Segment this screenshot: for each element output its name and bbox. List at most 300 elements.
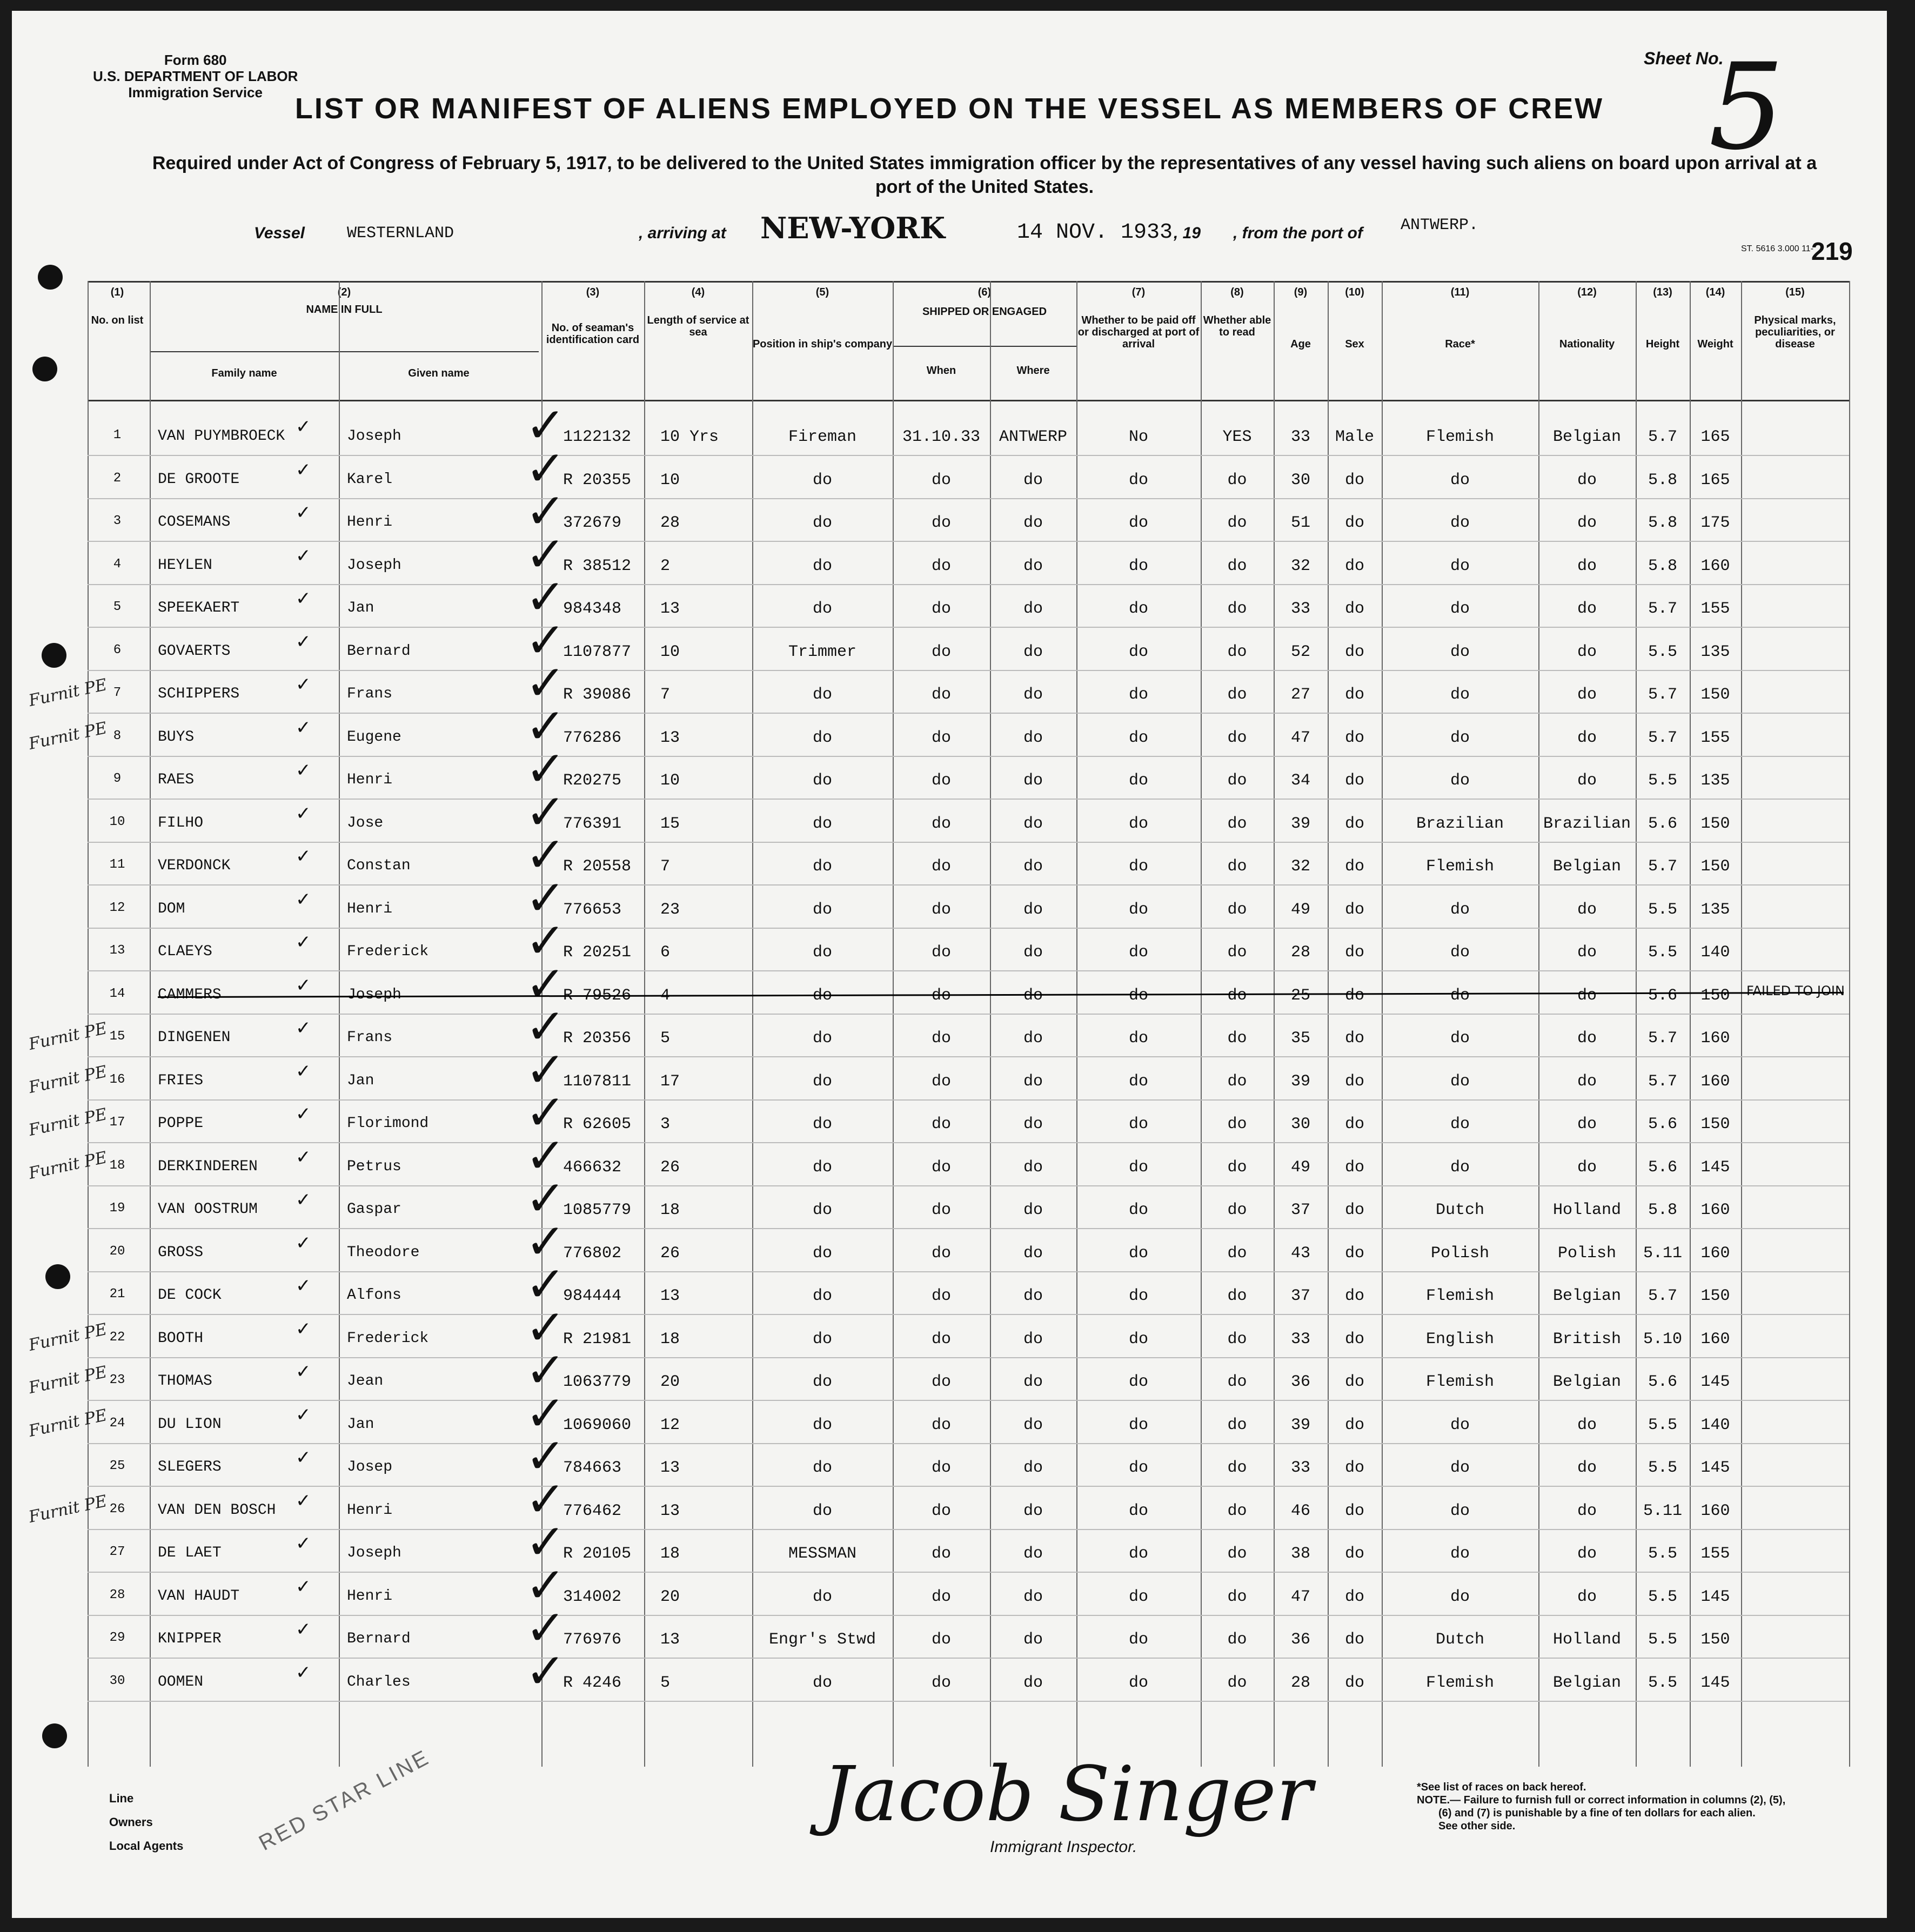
crew-table — [88, 281, 1849, 1767]
cell-family: DE LAET — [158, 1545, 222, 1561]
cell-card: R 4246 — [563, 1673, 622, 1692]
cell-given: Petrus — [347, 1158, 401, 1175]
small-check-mark-icon: ✓ — [296, 502, 311, 524]
cell-no: 6 — [113, 642, 122, 658]
cell-nationality: do — [1577, 1115, 1597, 1133]
cell-family: VERDONCK — [158, 857, 231, 874]
cell-card: 784663 — [563, 1459, 622, 1477]
cell-weight: 145 — [1700, 1673, 1730, 1692]
cell-when: do — [931, 1244, 951, 1263]
cell-service: 17 — [660, 1072, 680, 1091]
cell-paid: do — [1128, 728, 1148, 747]
cell-height: 5.6 — [1648, 1373, 1677, 1391]
cell-when: do — [931, 1631, 951, 1649]
cell-nationality: do — [1577, 1416, 1597, 1434]
cell-position: do — [812, 1287, 832, 1305]
cell-given: Henri — [347, 772, 393, 788]
cell-no: 10 — [109, 814, 125, 829]
cell-card: R 79526 — [563, 986, 632, 1005]
cell-family: BOOTH — [158, 1330, 204, 1347]
cell-height: 5.7 — [1648, 1287, 1677, 1305]
header-family-name: Family name — [211, 367, 277, 379]
cell-card: 776976 — [563, 1631, 622, 1649]
cell-family: CLAEYS — [158, 943, 212, 960]
cell-where: do — [1023, 900, 1043, 919]
cell-read: do — [1227, 857, 1247, 876]
column-divider — [893, 281, 894, 1767]
column-divider — [1538, 281, 1539, 1767]
cell-where: do — [1023, 728, 1043, 747]
cell-position: do — [812, 556, 832, 575]
check-mark-icon: ✓ — [525, 1600, 566, 1656]
cell-nationality: Belgian — [1552, 1373, 1622, 1391]
cell-read: do — [1227, 772, 1247, 790]
cell-service: 20 — [660, 1373, 680, 1391]
cell-card: 1107877 — [563, 642, 632, 661]
small-check-mark-icon: ✓ — [296, 760, 311, 781]
cell-read: do — [1227, 1587, 1247, 1606]
row-rule — [88, 884, 1849, 886]
cell-weight: 150 — [1700, 1287, 1730, 1305]
cell-height: 5.11 — [1643, 1501, 1682, 1520]
cell-service: 18 — [660, 1330, 680, 1349]
cell-nationality: do — [1577, 1029, 1597, 1048]
cell-card: R 20558 — [563, 857, 632, 876]
small-check-mark-icon: ✓ — [296, 1361, 311, 1383]
cell-nationality: do — [1577, 943, 1597, 962]
cell-race: do — [1450, 1416, 1470, 1434]
row-rule — [88, 1615, 1849, 1616]
cell-family: SLEGERS — [158, 1459, 222, 1475]
check-mark-icon: ✓ — [525, 1213, 566, 1270]
row-rule — [88, 713, 1849, 714]
cell-given: Florimond — [347, 1115, 429, 1132]
cell-where: do — [1023, 1287, 1043, 1305]
cell-where: do — [1023, 642, 1043, 661]
cell-position: do — [812, 514, 832, 532]
row-rule — [88, 970, 1849, 971]
margin-annotation: Furnit PE — [26, 675, 109, 710]
cell-service: 13 — [660, 1287, 680, 1305]
margin-annotation: Furnit PE — [26, 1405, 109, 1441]
cell-weight: 155 — [1700, 728, 1730, 747]
cell-weight: 165 — [1700, 428, 1730, 446]
print-code: ST. 5616 3.000 11- — [1741, 244, 1814, 253]
cell-age: 47 — [1290, 728, 1310, 747]
cell-service: 10 — [660, 642, 680, 661]
cell-age: 39 — [1290, 814, 1310, 833]
cell-position: do — [812, 1115, 832, 1133]
cell-given: Joseph — [347, 556, 401, 574]
cell-height: 5.7 — [1648, 857, 1677, 876]
cell-when: do — [931, 514, 951, 532]
cell-no: 25 — [109, 1459, 125, 1473]
cell-where: do — [1023, 986, 1043, 1005]
cell-race: do — [1450, 986, 1470, 1005]
cell-when: do — [931, 1158, 951, 1177]
cell-card: R 38512 — [563, 556, 632, 575]
cell-age: 32 — [1290, 857, 1310, 876]
cell-when: do — [931, 986, 951, 1005]
cell-no: 26 — [109, 1501, 125, 1517]
cell-nationality: do — [1577, 471, 1597, 489]
cell-age: 30 — [1290, 471, 1310, 489]
cell-position: do — [812, 600, 832, 618]
vessel-label: Vessel — [254, 224, 305, 242]
cell-sex: do — [1344, 728, 1364, 747]
cell-height: 5.5 — [1648, 1545, 1677, 1563]
cell-sex: do — [1344, 642, 1364, 661]
cell-age: 33 — [1290, 428, 1310, 446]
cell-family: GROSS — [158, 1244, 204, 1261]
cell-race: do — [1450, 1072, 1470, 1091]
sheet-label: Sheet No. — [1644, 49, 1724, 68]
header-given-name: Given name — [408, 367, 470, 379]
cell-age: 27 — [1290, 686, 1310, 704]
cell-where: do — [1023, 943, 1043, 962]
cell-where: do — [1023, 1459, 1043, 1477]
cell-where: do — [1023, 686, 1043, 704]
cell-card: R 20251 — [563, 943, 632, 962]
cell-where: do — [1023, 1501, 1043, 1520]
cell-family: DINGENEN — [158, 1029, 231, 1046]
cell-family: OOMEN — [158, 1673, 204, 1691]
cell-nationality: Belgian — [1552, 428, 1622, 446]
cell-read: do — [1227, 600, 1247, 618]
row-rule — [88, 1572, 1849, 1573]
margin-annotation: Furnit PE — [26, 1148, 109, 1183]
cell-family: FRIES — [158, 1072, 204, 1089]
column-divider — [1076, 281, 1077, 1767]
cell-given: Joseph — [347, 428, 401, 445]
row-rule — [88, 1357, 1849, 1358]
cell-age: 28 — [1290, 1673, 1310, 1692]
cell-paid: do — [1128, 986, 1148, 1005]
cell-no: 20 — [109, 1244, 125, 1259]
cell-card: 776802 — [563, 1244, 622, 1263]
cell-no: 27 — [109, 1545, 125, 1559]
cell-when: do — [931, 728, 951, 747]
cell-given: Gaspar — [347, 1201, 401, 1218]
cell-where: ANTWERP — [999, 428, 1068, 446]
cell-nationality: do — [1577, 900, 1597, 919]
cell-sex: do — [1344, 1459, 1364, 1477]
cell-no: 19 — [109, 1201, 125, 1216]
cell-family: THOMAS — [158, 1373, 212, 1390]
cell-sex: do — [1344, 1287, 1364, 1305]
cell-paid: do — [1128, 1244, 1148, 1263]
cell-position: do — [812, 1158, 832, 1177]
cell-read: do — [1227, 1673, 1247, 1692]
cell-weight: 150 — [1700, 986, 1730, 1005]
cell-service: 10 — [660, 772, 680, 790]
header-where: Where — [1016, 365, 1050, 377]
check-mark-icon: ✓ — [525, 741, 566, 797]
cell-race: do — [1450, 1158, 1470, 1177]
cell-sex: do — [1344, 1631, 1364, 1649]
cell-nationality: do — [1577, 728, 1597, 747]
cell-sex: do — [1344, 556, 1364, 575]
cell-when: do — [931, 1330, 951, 1349]
cell-given: Frederick — [347, 1330, 429, 1347]
cell-weight: 175 — [1700, 514, 1730, 532]
cell-paid: do — [1128, 1158, 1148, 1177]
small-check-mark-icon: ✓ — [296, 846, 311, 867]
cell-age: 30 — [1290, 1115, 1310, 1133]
check-mark-icon: ✓ — [525, 955, 566, 1012]
header-col5: (5) Position in ship's company — [752, 286, 893, 350]
cell-card: R 20356 — [563, 1029, 632, 1048]
cell-when: do — [931, 857, 951, 876]
row-rule — [88, 1658, 1849, 1659]
cell-no: 16 — [109, 1072, 125, 1087]
cell-read: do — [1227, 943, 1247, 962]
cell-nationality: Polish — [1557, 1244, 1617, 1263]
cell-given: Henri — [347, 1587, 393, 1605]
cell-service: 13 — [660, 1501, 680, 1520]
header-col9: (9) Age — [1290, 286, 1311, 350]
page-subtitle: Required under Act of Congress of February 5, 1917, to be delivered to the United States immigration officer by the representatives of any vessel having such aliens on board upon arrival at a port of the United States. — [152, 153, 1817, 197]
cell-card: 984348 — [563, 600, 622, 618]
check-mark-icon: ✓ — [525, 1170, 566, 1227]
cell-weight: 155 — [1700, 600, 1730, 618]
cell-height: 5.7 — [1648, 600, 1677, 618]
cell-paid: do — [1128, 900, 1148, 919]
vessel-name: WESTERNLAND — [347, 224, 454, 243]
small-check-mark-icon: ✓ — [296, 802, 311, 824]
cell-sex: do — [1344, 600, 1364, 618]
margin-annotation: Furnit PE — [26, 1363, 109, 1398]
cell-given: Jose — [347, 814, 384, 831]
cell-when: do — [931, 1029, 951, 1048]
check-mark-icon: ✓ — [525, 1557, 566, 1614]
cell-weight: 145 — [1700, 1158, 1730, 1177]
cell-nationality: Belgian — [1552, 857, 1622, 876]
small-check-mark-icon: ✓ — [296, 974, 311, 996]
column-divider — [1201, 281, 1202, 1767]
cell-sex: do — [1344, 986, 1364, 1005]
cell-read: do — [1227, 1330, 1247, 1349]
shipped-subheader-line — [893, 346, 1076, 347]
cell-given: Henri — [347, 514, 393, 531]
row-rule — [88, 1014, 1849, 1015]
check-mark-icon: ✓ — [525, 1342, 566, 1399]
cell-paid: do — [1128, 1115, 1148, 1133]
cell-position: do — [812, 1416, 832, 1434]
cell-no: 2 — [113, 471, 122, 486]
cell-race: do — [1450, 642, 1470, 661]
cell-age: 49 — [1290, 900, 1310, 919]
cell-sex: Male — [1335, 428, 1374, 446]
check-mark-icon: ✓ — [525, 569, 566, 626]
row-rule — [88, 1099, 1849, 1101]
cell-sex: do — [1344, 857, 1364, 876]
small-check-mark-icon: ✓ — [296, 1103, 311, 1125]
cell-where: do — [1023, 1416, 1043, 1434]
cell-card: 1085779 — [563, 1201, 632, 1219]
cell-position: do — [812, 1072, 832, 1091]
cell-service: 20 — [660, 1587, 680, 1606]
cell-age: 46 — [1290, 1501, 1310, 1520]
header-col7: (7) Whether to be paid off or discharged at port of arrival — [1077, 286, 1200, 350]
cell-service: 5 — [660, 1673, 671, 1692]
cell-weight: 140 — [1700, 1416, 1730, 1434]
cell-when: do — [931, 471, 951, 489]
cell-age: 43 — [1290, 1244, 1310, 1263]
cell-card: 776286 — [563, 728, 622, 747]
cell-race: do — [1450, 1545, 1470, 1563]
cell-position: do — [812, 1373, 832, 1391]
cell-weight: 145 — [1700, 1459, 1730, 1477]
cell-nationality: British — [1552, 1330, 1622, 1349]
check-mark-icon: ✓ — [525, 1256, 566, 1313]
cell-nationality: do — [1577, 986, 1597, 1005]
cell-read: do — [1227, 1158, 1247, 1177]
punch-hole — [42, 1723, 67, 1748]
cell-card: R 20105 — [563, 1545, 632, 1563]
cell-paid: do — [1128, 772, 1148, 790]
small-check-mark-icon: ✓ — [296, 1490, 311, 1512]
manifest-sheet — [12, 11, 1887, 1918]
cell-paid: do — [1128, 1587, 1148, 1606]
check-mark-icon: ✓ — [525, 440, 566, 497]
cell-age: 34 — [1290, 772, 1310, 790]
cell-height: 5.5 — [1648, 642, 1677, 661]
cell-when: do — [931, 1587, 951, 1606]
cell-height: 5.7 — [1648, 1072, 1677, 1091]
cell-given: Joseph — [347, 986, 401, 1003]
department-name: U.S. DEPARTMENT OF LABOR — [93, 68, 298, 84]
cell-where: do — [1023, 1244, 1043, 1263]
cell-when: do — [931, 1673, 951, 1692]
small-check-mark-icon: ✓ — [296, 674, 311, 695]
cell-read: do — [1227, 514, 1247, 532]
small-check-mark-icon: ✓ — [296, 1447, 311, 1468]
cell-read: do — [1227, 1631, 1247, 1649]
cell-where: do — [1023, 1373, 1043, 1391]
row-rule — [88, 799, 1849, 800]
row-rule — [88, 584, 1849, 585]
cell-position: do — [812, 814, 832, 833]
cell-given: Henri — [347, 900, 393, 917]
cell-card: 776462 — [563, 1501, 622, 1520]
cell-race: Flemish — [1425, 1673, 1495, 1692]
cell-nationality: Belgian — [1552, 1673, 1622, 1692]
cell-height: 5.5 — [1648, 1416, 1677, 1434]
cell-sex: do — [1344, 1416, 1364, 1434]
departure-port: ANTWERP. — [1401, 216, 1479, 234]
cell-weight: 135 — [1700, 772, 1730, 790]
cell-family: DU LION — [158, 1416, 222, 1433]
cell-race: Brazilian — [1416, 814, 1504, 833]
check-mark-icon: ✓ — [525, 1041, 566, 1098]
row-rule — [88, 1056, 1849, 1057]
cell-family: DE GROOTE — [158, 471, 240, 488]
check-mark-icon: ✓ — [525, 827, 566, 883]
punch-hole — [42, 643, 66, 668]
cell-service: 10 — [660, 471, 680, 489]
page-title: LIST OR MANIFEST OF ALIENS EMPLOYED ON THE VESSEL AS MEMBERS OF CREW — [294, 92, 1604, 125]
column-divider — [1328, 281, 1329, 1767]
cell-race: do — [1450, 1029, 1470, 1048]
cell-nationality: do — [1577, 1501, 1597, 1520]
cell-height: 5.8 — [1648, 556, 1677, 575]
cell-given: Jan — [347, 1072, 374, 1089]
cell-position: do — [812, 943, 832, 962]
cell-height: 5.7 — [1648, 1029, 1677, 1048]
cell-position: Fireman — [788, 428, 857, 446]
column-divider — [1274, 281, 1275, 1767]
cell-race: do — [1450, 943, 1470, 962]
small-check-mark-icon: ✓ — [296, 630, 311, 653]
cell-card: R 39086 — [563, 686, 632, 704]
row-rule — [88, 1142, 1849, 1143]
column-divider — [1741, 281, 1742, 1767]
cell-sex: do — [1344, 1029, 1364, 1048]
cell-read: do — [1227, 728, 1247, 747]
cell-paid: do — [1128, 943, 1148, 962]
cell-race: do — [1450, 772, 1470, 790]
check-mark-icon: ✓ — [525, 1127, 566, 1184]
row-rule — [88, 1400, 1849, 1401]
cell-where: do — [1023, 556, 1043, 575]
cell-card: 314002 — [563, 1587, 622, 1606]
cell-given: Jean — [347, 1373, 384, 1390]
cell-sex: do — [1344, 900, 1364, 919]
header-col10: (10) Sex — [1345, 286, 1364, 350]
cell-read: do — [1227, 1115, 1247, 1133]
cell-service: 13 — [660, 1459, 680, 1477]
cell-paid: do — [1128, 1373, 1148, 1391]
cell-sex: do — [1344, 1158, 1364, 1177]
row-rule — [88, 670, 1849, 671]
cell-race: Flemish — [1425, 857, 1495, 876]
row-rule — [88, 1314, 1849, 1315]
cell-age: 39 — [1290, 1072, 1310, 1091]
cell-family: DE COCK — [158, 1287, 222, 1304]
service-name: Immigration Service — [128, 84, 263, 100]
cell-given: Jan — [347, 600, 374, 616]
punch-hole — [32, 357, 57, 381]
cell-family: CAMMERS — [158, 986, 222, 1003]
column-divider — [1849, 281, 1850, 1767]
cell-age: 38 — [1290, 1545, 1310, 1563]
cell-weight: 160 — [1700, 1072, 1730, 1091]
column-divider — [1690, 281, 1691, 1767]
cell-weight: 150 — [1700, 1631, 1730, 1649]
cell-weight: 160 — [1700, 1029, 1730, 1048]
cell-when: do — [931, 1416, 951, 1434]
footer-notes: *See list of races on back hereof. NOTE.— Failure to furnish full or correct information in columns (2), (5), (6) and (7) is punishable by a fine of ten dollars for each alien. See other side. — [1417, 1781, 1786, 1832]
cell-family: DERKINDEREN — [158, 1158, 258, 1175]
cell-when: 31.10.33 — [902, 428, 981, 446]
header-col8: (8) Whether able to read — [1203, 286, 1271, 338]
check-mark-icon: ✓ — [525, 397, 566, 454]
cell-card: 776653 — [563, 900, 622, 919]
cell-family: POPPE — [158, 1115, 204, 1132]
cell-race: do — [1450, 1587, 1470, 1606]
cell-nationality: Brazilian — [1543, 814, 1631, 833]
row-rule — [88, 1486, 1849, 1487]
cell-given: Theodore — [347, 1244, 420, 1261]
cell-race: do — [1450, 1115, 1470, 1133]
name-subheader-line — [150, 351, 539, 352]
cell-paid: do — [1128, 1459, 1148, 1477]
cell-given: Charles — [347, 1673, 411, 1691]
check-mark-icon: ✓ — [525, 612, 566, 669]
table-top-border — [88, 281, 1849, 283]
check-mark-icon: ✓ — [525, 869, 566, 927]
